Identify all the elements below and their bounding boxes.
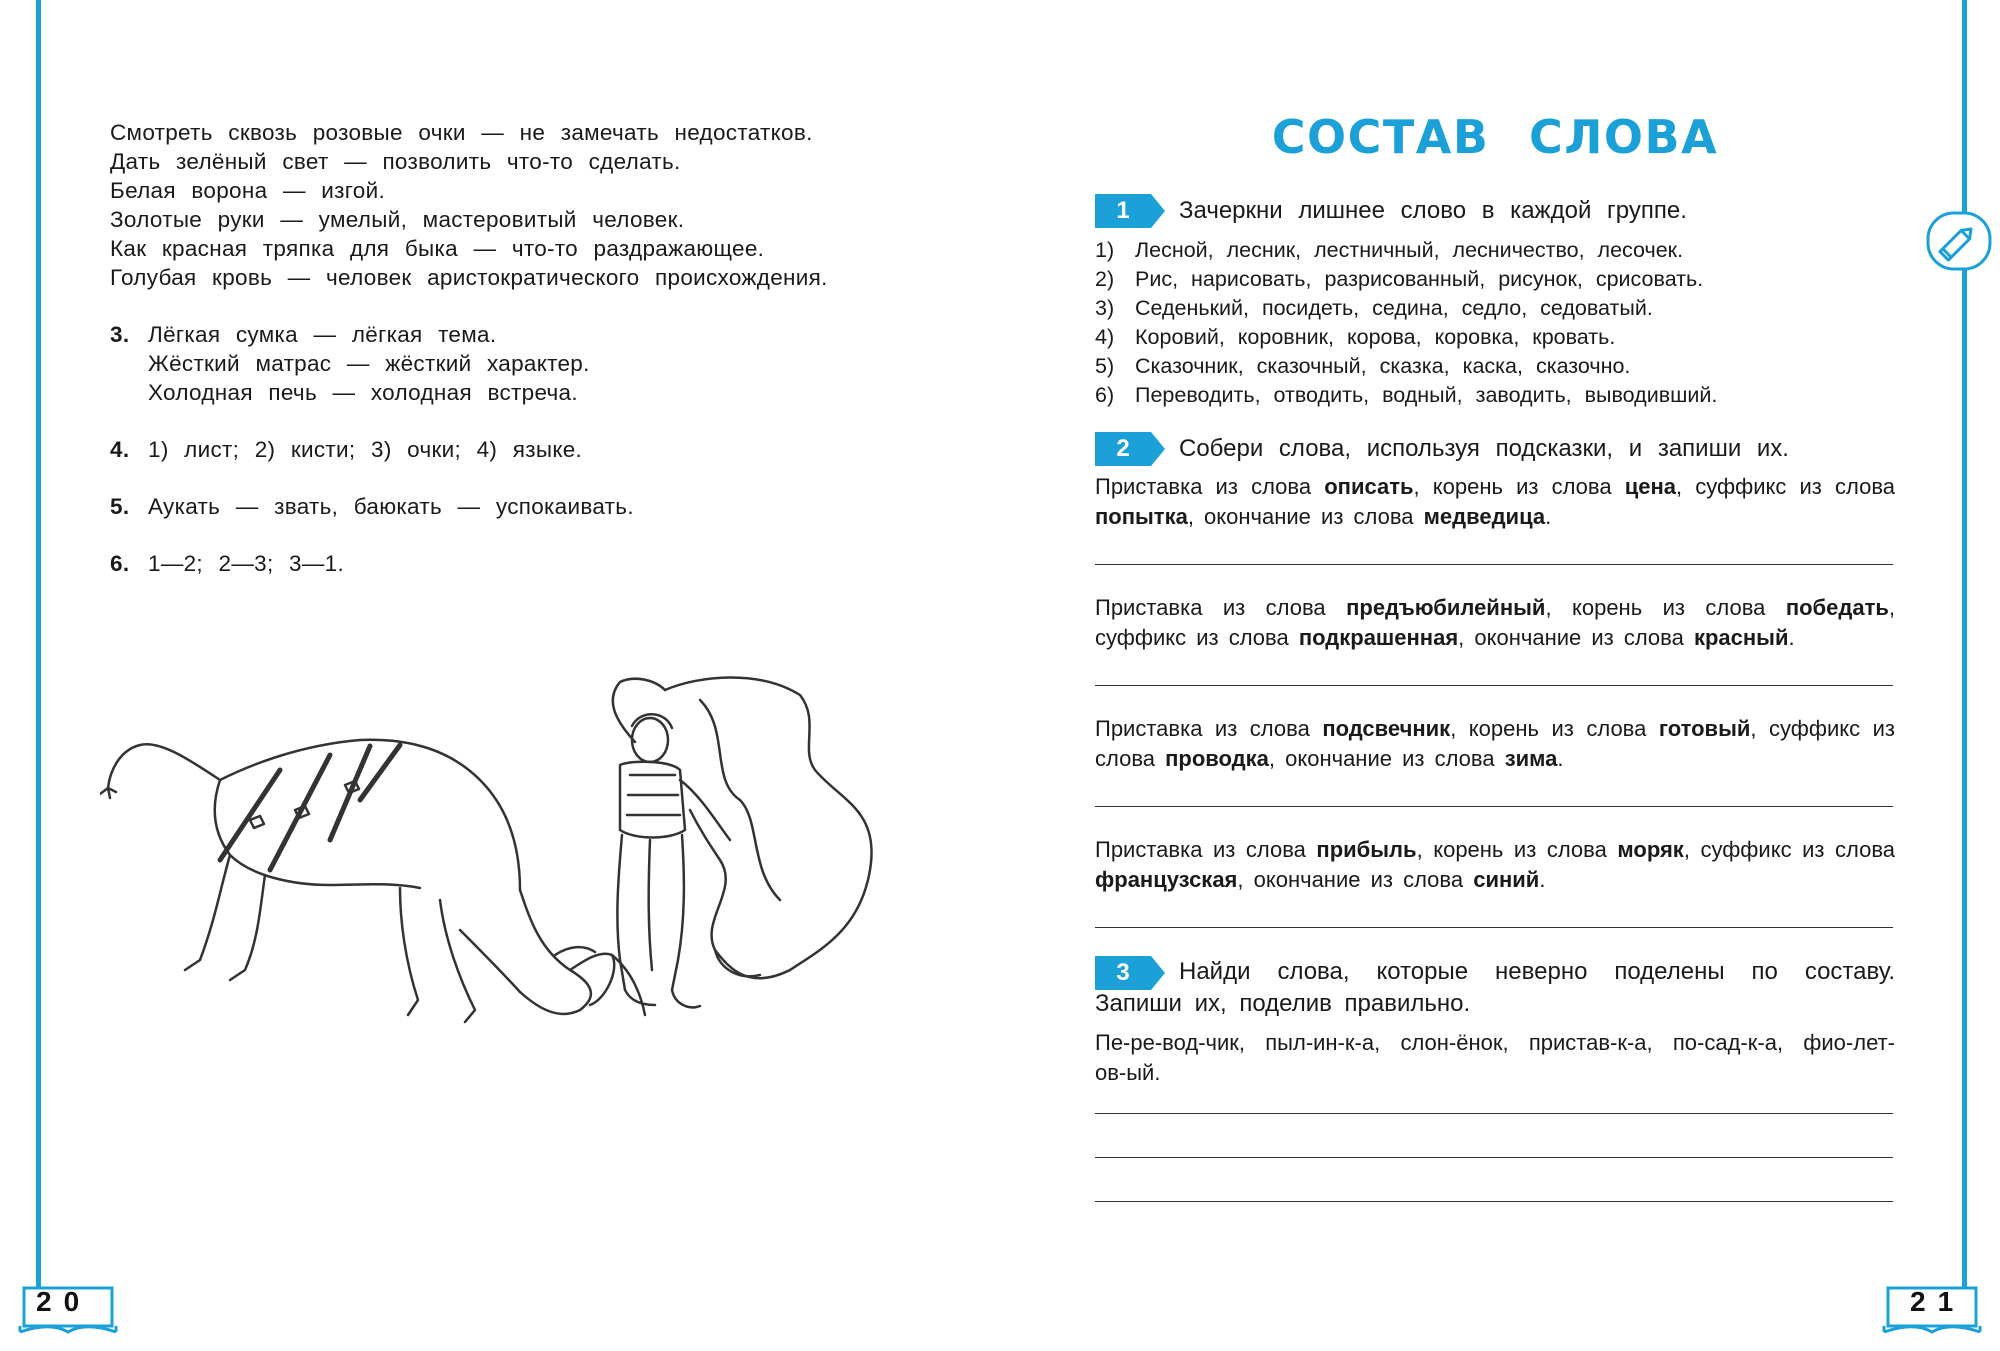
answer-line: Лёгкая сумка — лёгкая тема.	[148, 322, 497, 347]
answer-number: 5.	[110, 494, 130, 519]
answer-writing-line[interactable]	[1095, 1113, 1893, 1114]
word-hint-paragraph: Приставка из слова прибыль, корень из слова моряк, суффикс из слова французская, окончание из слова синий.	[1095, 837, 1896, 892]
answer-6	[110, 549, 930, 578]
task-number: 3	[1116, 959, 1130, 986]
answer-line: Жёсткий матрас — жёсткий характер.	[148, 351, 590, 376]
answer-number: 4.	[110, 437, 130, 462]
task-1-instruction: Зачеркни лишнее слово в каждой группе.	[1179, 197, 1687, 224]
page-number-right	[1882, 1282, 1982, 1336]
list-item: 5) Сказочник, сказочный, сказка, каска, сказочно.	[1095, 354, 1631, 378]
answer-5	[110, 492, 930, 521]
answer-writing-line[interactable]	[1095, 806, 1893, 807]
matador-drawing	[613, 678, 872, 1008]
answer-4	[110, 435, 930, 464]
answer-line: 1—2; 2—3; 3—1.	[148, 551, 345, 576]
idiom-line: Как красная тряпка для быка — что-то раздражающее.	[110, 236, 765, 261]
list-item: 4) Коровий, коровник, корова, коровка, кровать.	[1095, 325, 1616, 349]
task-number: 2	[1116, 435, 1130, 462]
task-2-instruction: Собери слова, используя подсказки, и запиши их.	[1179, 435, 1789, 462]
task-3-header	[1095, 956, 1895, 1020]
idiom-line: Смотреть сквозь розовые очки — не замечать недостатков.	[110, 120, 813, 145]
list-item: 6) Переводить, отводить, водный, заводить, выводивший.	[1095, 383, 1718, 407]
word-hint-paragraph: Приставка из слова предъюбилейный, корень из слова победать, суффикс из слова подкрашенная, окончание из слова красный.	[1095, 595, 1896, 650]
answer-line: Аукать — звать, баюкать — успокаивать.	[148, 494, 634, 519]
answer-number: 6.	[110, 551, 130, 576]
right-margin-rule	[1962, 0, 1967, 1290]
task-badge	[1095, 194, 1165, 228]
task-1-header	[1095, 194, 1895, 228]
page-number-left	[18, 1282, 118, 1336]
list-item: 1) Лесной, лесник, лестничный, лесничество, лесочек.	[1095, 238, 1684, 262]
idiom-line: Золотые руки — умелый, мастеровитый человек.	[110, 207, 685, 232]
idiom-list	[110, 118, 930, 292]
answer-3	[110, 320, 930, 407]
answer-writing-line[interactable]	[1095, 564, 1893, 565]
task-1-word-groups	[1095, 236, 1895, 410]
page-title: СОСТАВ СЛОВА	[1271, 110, 1719, 164]
answer-writing-line[interactable]	[1095, 927, 1893, 928]
word-hint-paragraph: Приставка из слова подсвечник, корень из слова готовый, суффикс из слова проводка, окончание из слова зима.	[1095, 716, 1895, 771]
answer-line: 1) лист; 2) кисти; 3) очки; 4) языке.	[148, 437, 583, 462]
bull-drawing	[100, 740, 645, 1022]
answer-writing-line[interactable]	[1095, 1201, 1893, 1202]
list-item: 3) Седенький, посидеть, седина, седло, седоватый.	[1095, 296, 1653, 320]
task-2-header	[1095, 432, 1895, 466]
page-number: 20	[36, 1286, 92, 1317]
task-badge	[1095, 432, 1165, 466]
page-number: 21	[1910, 1286, 1966, 1317]
answer-writing-line[interactable]	[1095, 685, 1893, 686]
task-3-word-sequence: Пе-ре-вод-чик, пыл-ин-к-а, слон-ёнок, пристав-к-а, по-сад-к-а, фио-лет-ов-ый.	[1095, 1030, 1895, 1085]
left-margin-rule	[36, 0, 41, 1290]
idiom-line: Белая ворона — изгой.	[110, 178, 386, 203]
task-2-group-2	[1095, 593, 1895, 686]
bullfight-illustration	[100, 670, 930, 1070]
answer-line: Холодная печь — холодная встреча.	[148, 380, 578, 405]
task-badge	[1095, 956, 1165, 990]
word-hint-paragraph: Приставка из слова описать, корень из слова цена, суффикс из слова попытка, окончание из слова медведица.	[1095, 474, 1896, 529]
answer-writing-line[interactable]	[1095, 1157, 1893, 1158]
right-page	[1095, 110, 1895, 1202]
task-2-group-1	[1095, 472, 1895, 565]
task-3-instruction: Найди слова, которые неверно поделены по составу. Запиши их, поделив правильно.	[1095, 958, 1895, 1017]
task-number: 1	[1116, 197, 1130, 224]
pencil-icon	[1926, 211, 1992, 271]
task-2-group-3	[1095, 714, 1895, 807]
answer-number: 3.	[110, 322, 130, 347]
list-item: 2) Рис, нарисовать, разрисованный, рисунок, срисовать.	[1095, 267, 1704, 291]
idiom-line: Дать зелёный свет — позволить что-то сделать.	[110, 149, 681, 174]
task-2-group-4	[1095, 835, 1895, 928]
idiom-line: Голубая кровь — человек аристократического происхождения.	[110, 265, 828, 290]
left-page	[110, 118, 930, 578]
